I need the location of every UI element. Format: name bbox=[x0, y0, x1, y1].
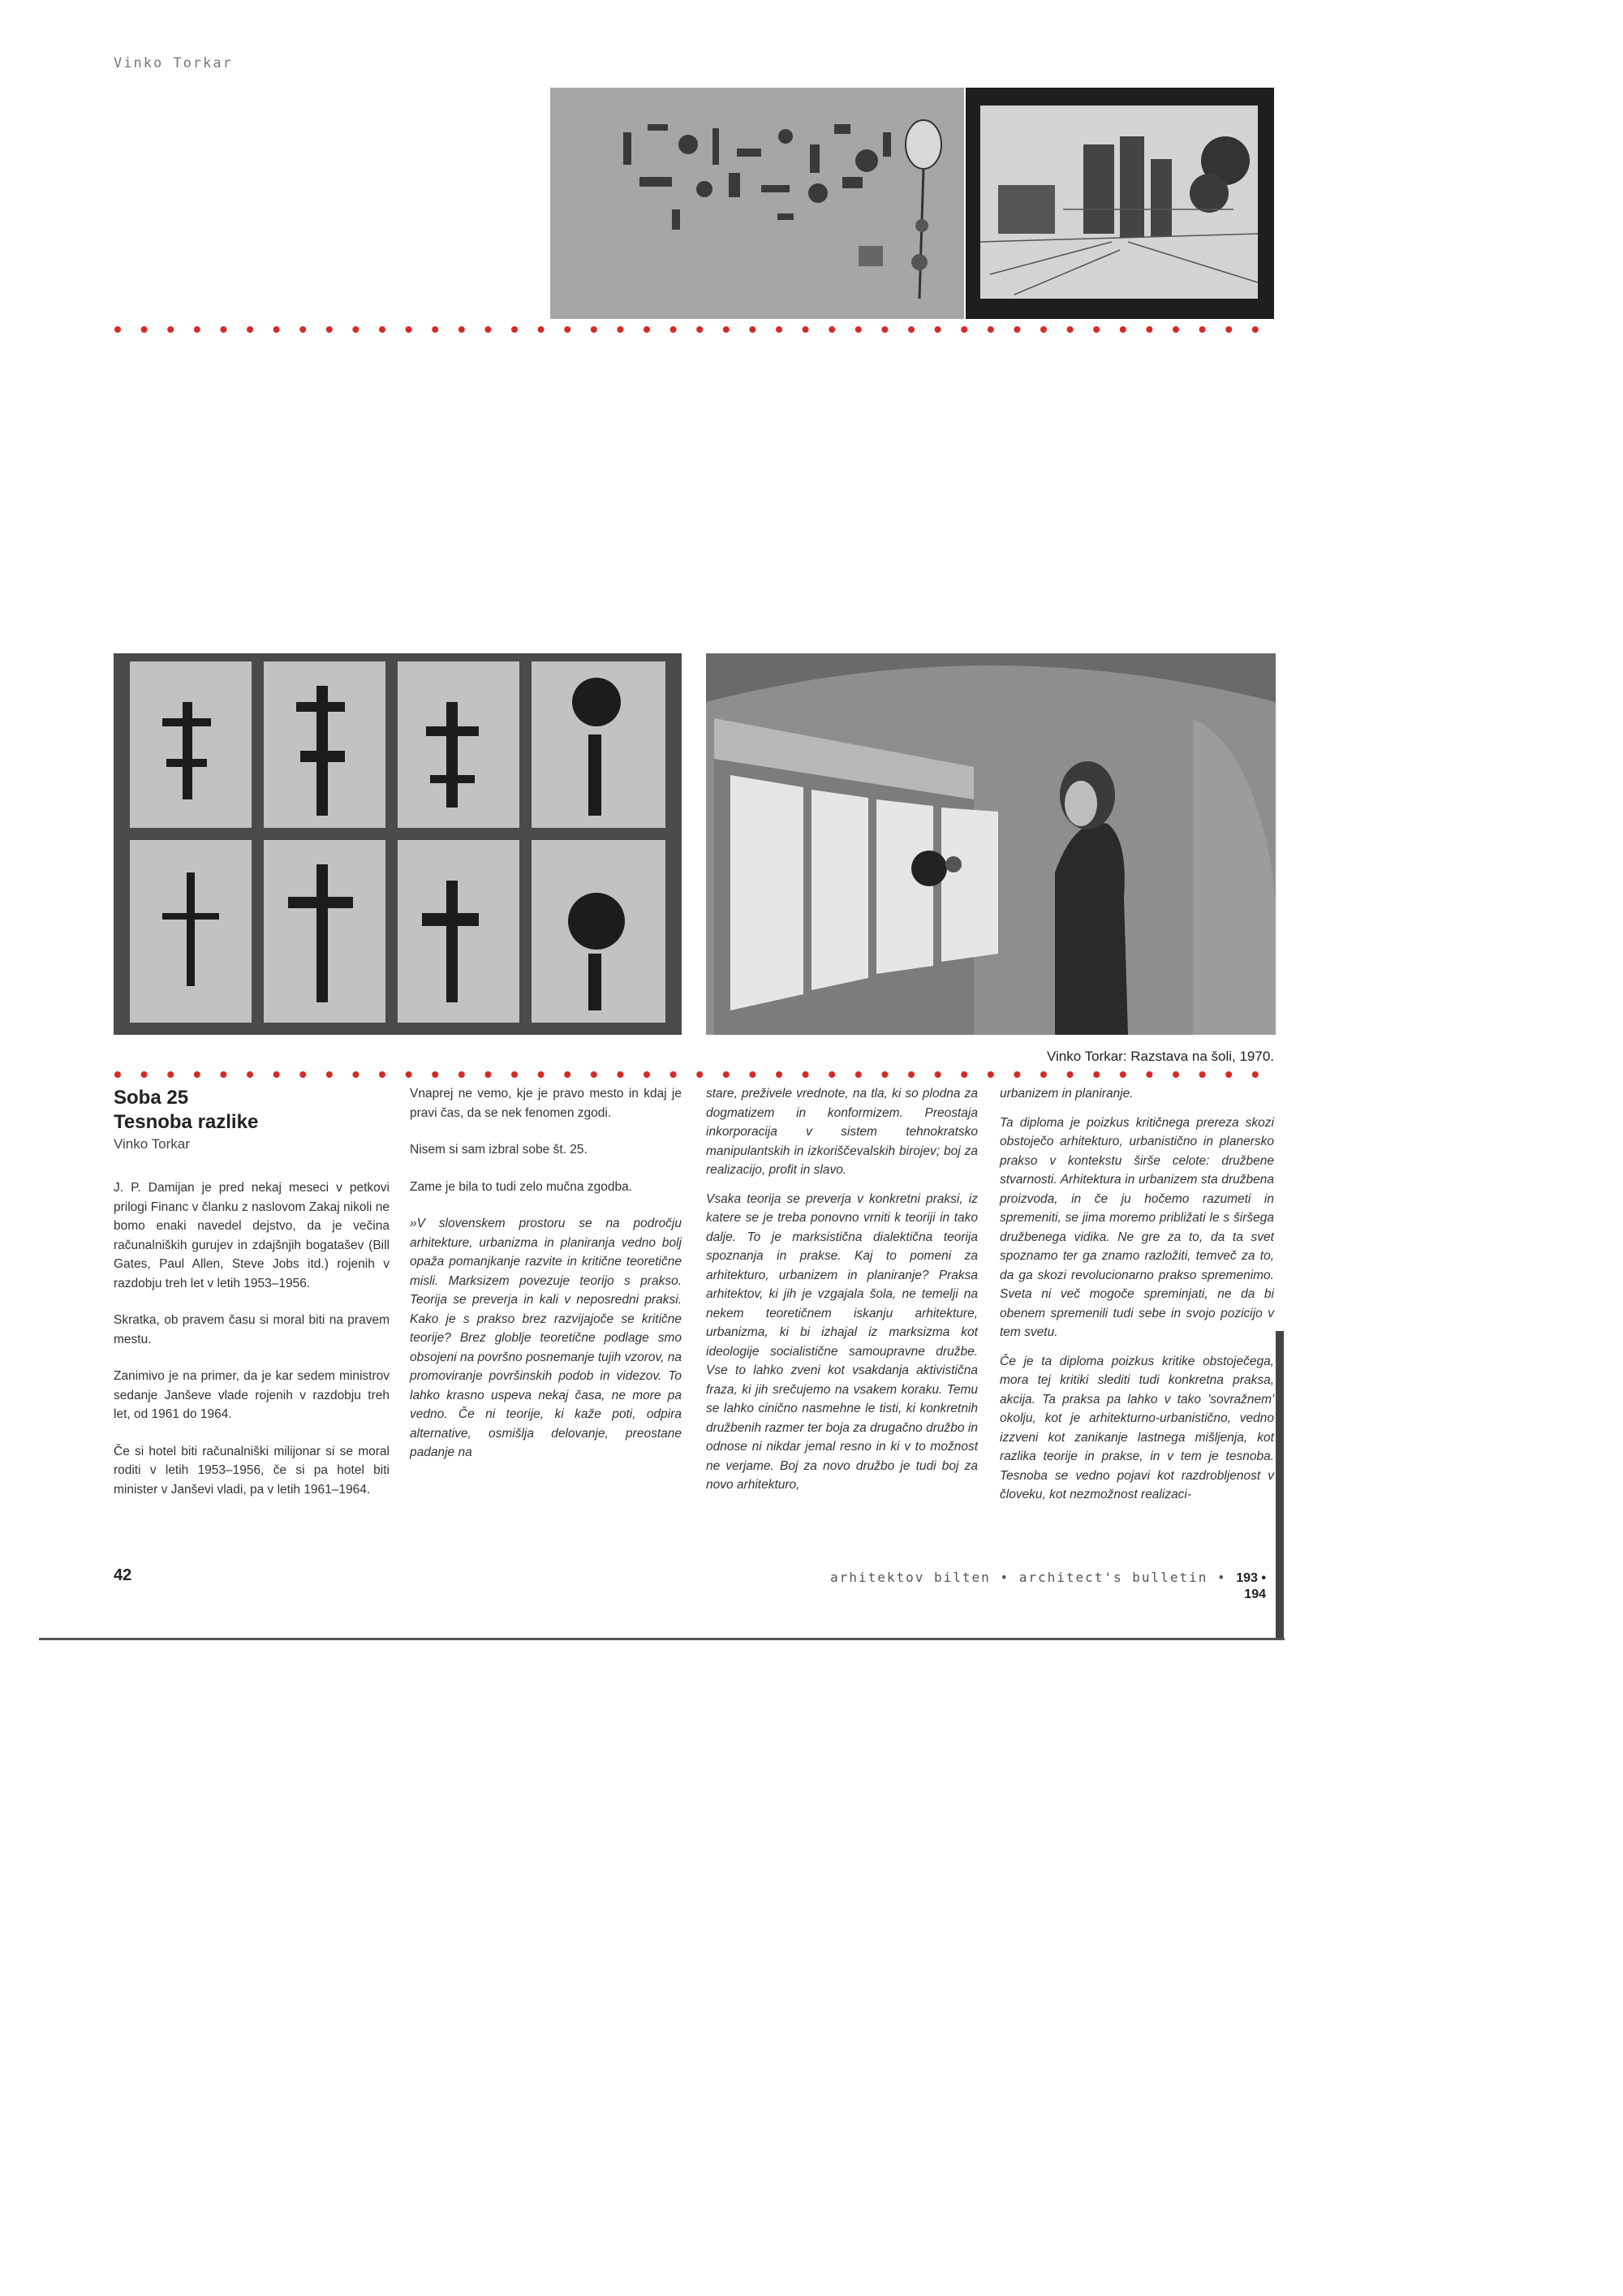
journal-name: arhitektov bilten • architect's bulletin • bbox=[830, 1570, 1227, 1585]
article-column-4 bbox=[1000, 1084, 1274, 1514]
paragraph: Če si hotel biti računalniški milijonar si se moral roditi v letih 1953–1956, če si pa hotel biti minister v Janševi vladi, pa v letih 1961–1964. bbox=[114, 1444, 390, 1497]
paragraph: Nisem si sam izbral sobe št. 25. bbox=[410, 1143, 588, 1157]
page-number: 42 bbox=[114, 1566, 132, 1584]
red-dot-divider bbox=[114, 1070, 1278, 1079]
scan-edge-shadow bbox=[1276, 1331, 1284, 1639]
photo-exhibition-viewer bbox=[706, 653, 1276, 1035]
quote-paragraph: »V slovenskem prostoru se na področju arhitekture, urbanizma in planiranja vedno bolj opaža pomanjkanje razvite in kritične teoretične misli. Marksizem povezuje teorijo s prakso. Teorija se preverja in kali v neposredni praksi. Kako je s prakso brez razvijajoče se kritične teorije? Brez globlje teoretične podlage smo obsojeni na površno posnemanje tujih vzorov, na promoviranje površinskih podob in videzov. To lahko krasno uspeva nekaj časa, ne more pa vedno. Če ni teorije, ki kaže poti, odpira alternative, osmišlja delovanje, preostane padanje na bbox=[410, 1217, 682, 1459]
journal-footer bbox=[812, 1570, 1266, 1602]
photo-calligraphic-panels bbox=[114, 653, 682, 1035]
paragraph: Skratka, ob pravem času si moral biti na pravem mestu. bbox=[114, 1313, 390, 1346]
paragraph: Zame je bila to tudi zelo mučna zgodba. bbox=[410, 1179, 632, 1194]
quote-paragraph: urbanizem in planiranje. bbox=[1000, 1087, 1134, 1101]
red-dot-divider bbox=[114, 325, 1278, 334]
article-column-3 bbox=[706, 1084, 978, 1505]
paragraph: Vnaprej ne vemo, kje je pravo mesto in kdaj je pravi čas, da se nek fenomen zgodi. bbox=[410, 1087, 682, 1120]
running-head: Vinko Torkar bbox=[114, 55, 233, 71]
photo-caption: Vinko Torkar: Razstava na šoli, 1970. bbox=[1046, 1049, 1274, 1064]
article-author: Vinko Torkar bbox=[114, 1136, 190, 1152]
paragraph: Zanimivo je na primer, da je kar sedem ministrov sedanje Janševe vlade rojenih v razdobju treh let, od 1961 do 1964. bbox=[114, 1369, 390, 1421]
paragraph: J. P. Damijan je pred nekaj meseci v petkovi prilogi Financ v članku z naslovom Zakaj nikoli ne bomo enaki navedel dejstvo, da je večina računalniških gurujev in zdajšnjih bogatašev (Bill Gates, Paul Allen, Steve Jobs itd.) rojenih v razdobju treh let v letih 1953–1956. bbox=[114, 1181, 390, 1290]
photo-collage-drawing bbox=[550, 88, 964, 319]
article-column-1 bbox=[114, 1086, 390, 1517]
article-column-2 bbox=[410, 1084, 682, 1480]
quote-paragraph: stare, preživele vrednote, na tla, ki so plodna za dogmatizem in konformizem. Preostaja inkorporacija v sistem tehnokratsko manipulantskih in izkoriščevalskih birojev; boj za realizacijo, profit in slavo. bbox=[706, 1087, 978, 1177]
article-title: Tesnoba razlike bbox=[114, 1111, 259, 1133]
quote-paragraph: Če je ta diploma poizkus kritike obstoječega, mora tej kritiki slediti tudi konkretna praksa, akcija. Ta praksa pa lahko v tako 'sovražnem' okolju, kot je arhitekturno-urbanistično, vedno izzveni kot zanikanje lastnega mišljenja, kot razlika teorije in prakse, in v tem je tesnoba. Tesnoba se vedno pojavi kot razdrobljenost v človeku, kot nezmožnost realizaci- bbox=[1000, 1354, 1274, 1501]
quote-paragraph: Ta diploma je poizkus kritičnega prereza skozi obstoječo arhitekturo, urbanistično in planersko prakso v kontekstu širše celote: družbene stvarnosti. Arhitektura in urbanizem sta družbena proizvoda, in če ju hočemo razumeti in spremeniti, se jima moremo približati le s širšega družbenega vidika. Ne gre za to, da ta svet spoznamo ter ga znamo razložiti, temveč za to, da ga skozi revolucionarno prakso spremenimo. Sveta ni več mogoče spreminjati, ne da bi obenem spremenili tudi sebe in svojo pozicijo v tem svetu. bbox=[1000, 1115, 1274, 1339]
issue-number: 193 • 194 bbox=[1236, 1571, 1266, 1601]
photo-architectural-drawing bbox=[966, 88, 1274, 319]
quote-paragraph: Vsaka teorija se preverja v konkretni praksi, iz katere se je treba ponovno vrniti k teoriji in tako dalje. To je marksistična dialektična teorija spoznanja in prakse. Kaj to pomeni za arhitekturo, urbanizem in planiranje? Praksa arhitektov, ki jih je vzgajala šola, ne temelji na nekem teoretičnem iskanju arhitekture, urbanizma, ki bi izhajal iz marksizma kot ideologije socialistične samoupravne družbe. Vse to lahko zveni kot vsakdanja aktivistična fraza, ki jih srečujemo na vsakem koraku. Temu se lahko cinično nasmehne le tisti, ki konkretnih družbenih razmer ter boja za drugačno družbo in odnose ni nikdar jemal resno in ki v to možnost ne verjame. Boj za novo družbo je tudi boj za novo arhitekturo, bbox=[706, 1191, 978, 1492]
article-kicker: Soba 25 bbox=[114, 1087, 189, 1109]
scan-bottom-edge bbox=[39, 1638, 1285, 1640]
article-title-block bbox=[114, 1086, 390, 1154]
